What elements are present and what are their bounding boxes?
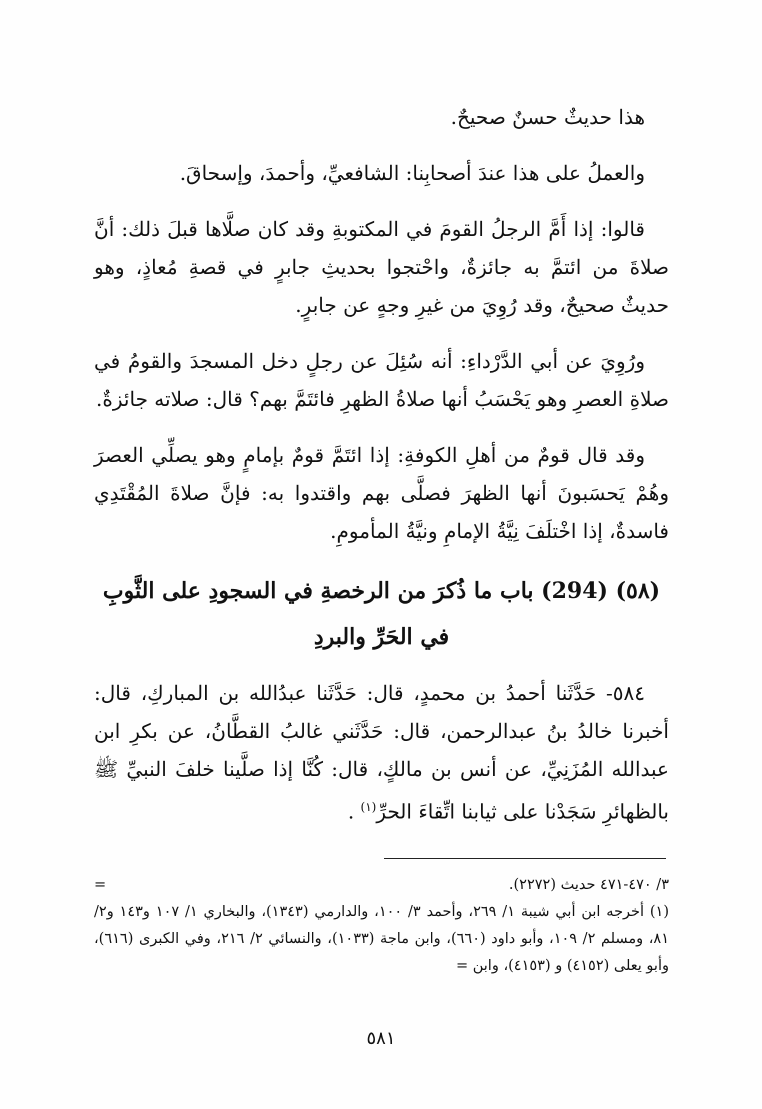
paragraph-abu-darda-report: ورُوِيَ عن أبي الدَّرْداءِ: أنه سُئِلَ عن رجلٍ دخل المسجدَ والقومُ في صلاةِ العصرِ وهو يَحْسَبُ أنها صلاةُ الظهرِ فائتَمَّ بهم؟ قال: صلاته جائزةٌ. — [94, 349, 669, 411]
hadith-text: ٥٨٤- حَدَّثَنا أحمدُ بن محمدٍ، قال: حَدَّثَنا عبدُالله بن المباركِ، قال: أخبرنا خالدُ بنُ عبدالرحمن، قال: حَدَّثَني غالبُ القطَّانُ، عن بكرِ ابن عبدالله المُزَنِيِّ، عن أنس بن مالكٍ، قال: كُنَّا إذا صلَّينا خلفَ النبيِّ ﷺ بالظهائرِ سَجَدْنا على ثيابنا اتِّقاءَ الحرِّ — [94, 681, 669, 824]
footnote-divider — [384, 858, 666, 859]
paragraph-scholars-practice: والعملُ على هذا عندَ أصحابِنا: الشافعيِّ، وأحمدَ، وإسحاقَ. — [179, 161, 645, 185]
footnote-1: (١) أخرجه ابن أبي شيبة ١/ ٢٦٩، وأحمد ٣/ ١٠٠، والدارمي (١٣٤٣)، والبخاري ١/ ١٠٧ و١٤٣ و٢/ ٨١، ومسلم ٢/ ١٠٩، وأبو داود (٦٦٠)، وابن ماجة (١٠٣٣)، والنسائي ٢/ ٢١٦، وفي الكبرى (٦١٦)، وأبو يعلى (٤١٥٢) و (٤١٥٣)، وابن = — [94, 904, 669, 974]
paragraph-imam-repeating-prayer: قالوا: إذا أَمَّ الرجلُ القومَ في المكتوبةِ وقد كان صلَّاها قبلَ ذلك: أنَّ صلاةَ من ائتمَّ به جائزةٌ، واحْتجوا بحديثِ جابرٍ في قصةِ مُعاذٍ، وهو حديثٌ صحيحٌ، وقد رُوِيَ من غيرِ وجهٍ عن جابرٍ. — [94, 217, 669, 317]
page-number: ٥٨١ — [366, 1028, 396, 1049]
hadith-end: . — [347, 799, 355, 824]
hadith-paragraph — [94, 674, 669, 831]
paragraph-hadith-grade: هذا حديثٌ حسنٌ صحيحٌ. — [450, 105, 645, 129]
footnotes — [94, 872, 669, 980]
paragraph-kufa-opinion: وقد قال قومٌ من أهلِ الكوفةِ: إذا ائتَمَّ قومٌ بإمامٍ وهو يصلِّي العصرَ وهُمْ يَحسَبونَ أنها الظهرَ فصلَّى بهم واقتدوا به: فإنَّ صلاةَ المُقْتَدِي فاسدةٌ، إذا اخْتلَفَ نِيَّةُ الإمامِ ونيَّةُ المأمومِ. — [94, 443, 669, 543]
footnote-continuation-marker: = — [94, 877, 107, 893]
chapter-heading-line1: (٥٨) (294) باب ما ذُكرَ من الرخصةِ في السجودِ على الثَّوبِ — [102, 578, 661, 604]
chapter-heading — [94, 568, 669, 660]
footnote-reference: (١) — [360, 800, 377, 814]
footnote-continuation — [94, 872, 669, 899]
main-text — [94, 98, 669, 849]
footnote-continuation-text: ٣/ ٤٧٠-٤٧١ حديث (٢٢٧٢). — [508, 877, 669, 893]
chapter-heading-line2: في الحَرِّ والبردِ — [313, 624, 450, 650]
